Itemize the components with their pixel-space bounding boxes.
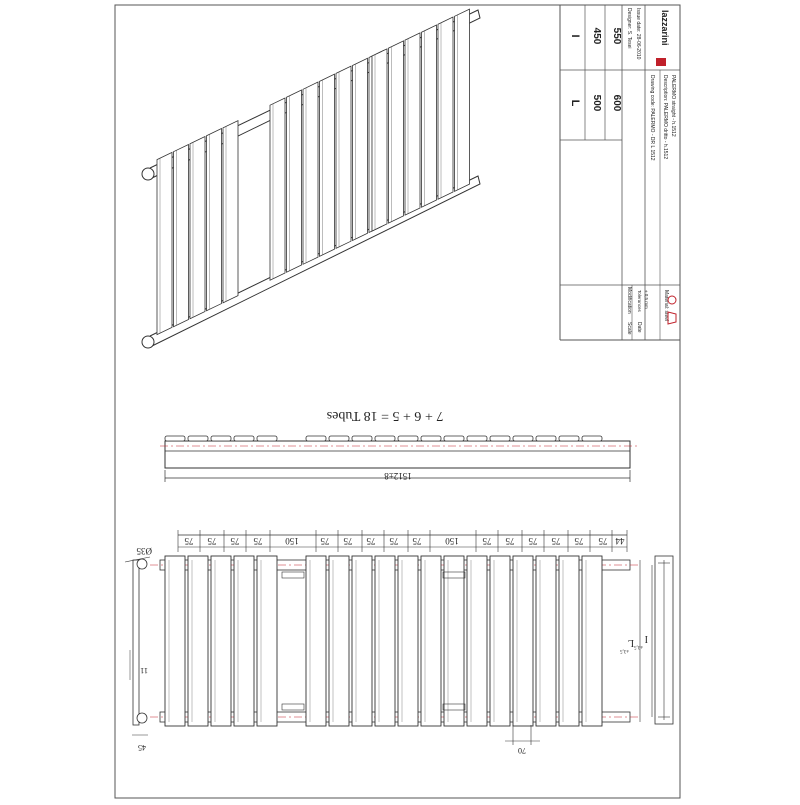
lazzarini-logo bbox=[650, 10, 678, 66]
size-table-cell: 450 bbox=[591, 27, 602, 45]
top-view-cap bbox=[306, 436, 326, 441]
title-block bbox=[560, 5, 680, 340]
top-view-cap bbox=[582, 436, 602, 441]
front-tube bbox=[165, 556, 185, 726]
top-view-cap bbox=[352, 436, 372, 441]
size-table-cell: 500 bbox=[591, 94, 602, 112]
front-tube bbox=[513, 556, 533, 726]
front-tubes bbox=[165, 556, 602, 726]
front-tube bbox=[398, 556, 418, 726]
front-tube bbox=[559, 556, 579, 726]
isometric-tube bbox=[190, 137, 205, 319]
isometric-tube bbox=[270, 98, 285, 280]
pipe-end bbox=[142, 336, 154, 348]
modification-label: Modification bbox=[626, 287, 632, 314]
right-side-view bbox=[655, 556, 673, 724]
size-table-header-I: I bbox=[569, 34, 581, 38]
isometric-tube bbox=[303, 82, 318, 264]
dimension-label: 75 bbox=[366, 536, 376, 546]
dimension-label: 75 bbox=[528, 536, 538, 546]
size-table bbox=[560, 5, 622, 140]
pipe-end bbox=[142, 168, 154, 180]
size-table-cell: 550 bbox=[611, 27, 622, 45]
front-tube bbox=[375, 556, 395, 726]
overall-width-dimension: 1512±8 bbox=[384, 471, 412, 481]
side-depth-dimension: 45 bbox=[138, 743, 146, 752]
dimension-label: 75 bbox=[320, 536, 330, 546]
top-view-cap bbox=[490, 436, 510, 441]
front-tube bbox=[211, 556, 231, 726]
isometric-tube bbox=[438, 17, 453, 199]
height-dimension-I: I bbox=[644, 633, 648, 644]
left-side-view bbox=[125, 546, 152, 752]
isometric-tube bbox=[320, 74, 335, 256]
top-view-cap bbox=[467, 436, 487, 441]
front-tube bbox=[188, 556, 208, 726]
height-tolerance-I: ±3,5 bbox=[634, 644, 643, 649]
isometric-tube bbox=[174, 144, 189, 326]
side-offset-dimension: 11 bbox=[140, 666, 148, 675]
front-tube bbox=[257, 556, 277, 726]
scale-label: Scale bbox=[626, 322, 632, 335]
dimension-label: 150 bbox=[285, 536, 299, 546]
isometric-tube bbox=[223, 121, 238, 303]
dimension-label: 75 bbox=[598, 536, 608, 546]
top-view-cap bbox=[329, 436, 349, 441]
dimension-label: 75 bbox=[482, 536, 492, 546]
pipe-diameter-dimension: Ø35 bbox=[136, 546, 152, 556]
tubes-formula: 7 + 6 + 5 = 18 Tubes bbox=[326, 408, 444, 423]
front-tube bbox=[582, 556, 602, 726]
top-view-cap bbox=[444, 436, 464, 441]
top-view-caps bbox=[165, 436, 602, 441]
front-tube bbox=[352, 556, 372, 726]
top-view-cap bbox=[421, 436, 441, 441]
top-view-cap bbox=[211, 436, 231, 441]
top-view-cap bbox=[398, 436, 418, 441]
front-tube bbox=[467, 556, 487, 726]
top-view-cap bbox=[513, 436, 533, 441]
top-view-cap bbox=[165, 436, 185, 441]
front-tube bbox=[421, 556, 441, 726]
dimension-label: 75 bbox=[343, 536, 353, 546]
size-table-cell: 600 bbox=[611, 94, 622, 112]
front-tube bbox=[490, 556, 510, 726]
dimension-label: 75 bbox=[505, 536, 515, 546]
isometric-tube bbox=[336, 66, 351, 248]
front-view bbox=[150, 530, 652, 755]
isometric-view bbox=[142, 9, 480, 348]
dimension-label: 75 bbox=[574, 536, 584, 546]
dimension-label: 75 bbox=[412, 536, 422, 546]
isometric-tube bbox=[353, 58, 368, 240]
front-tube bbox=[444, 556, 464, 726]
drawing-code-text: Drawing code: PALERMO - DR L 1512 bbox=[649, 75, 655, 161]
dimension-label: 75 bbox=[207, 536, 217, 546]
top-view-cap bbox=[257, 436, 277, 441]
front-tube bbox=[329, 556, 349, 726]
isometric-tube bbox=[287, 90, 302, 272]
isometric-tube bbox=[422, 25, 437, 207]
top-view-cap bbox=[375, 436, 395, 441]
svg-text:lazzarini: lazzarini bbox=[660, 10, 670, 46]
top-view bbox=[160, 436, 640, 482]
designer-text: Designer: S. Tesei bbox=[626, 8, 632, 49]
panel-width-dimension: 70 bbox=[518, 746, 526, 755]
issue-date-text: Issue date: 28-06-2010 bbox=[635, 8, 641, 60]
isometric-tubes bbox=[157, 9, 470, 335]
date-label: Date bbox=[636, 322, 642, 333]
material-text: Material: steel bbox=[663, 290, 669, 322]
height-tolerance-L: ±3,5 bbox=[620, 648, 629, 653]
description-text: PALERMO straight - h.1512 bbox=[670, 75, 676, 137]
isometric-tube bbox=[389, 41, 404, 223]
dimension-label: 75 bbox=[389, 536, 399, 546]
front-dimension-chain bbox=[178, 530, 627, 552]
height-dimension-L: L bbox=[627, 637, 634, 648]
dimension-label: 75 bbox=[184, 536, 194, 546]
dimension-label: 75 bbox=[551, 536, 561, 546]
dimension-label: 150 bbox=[445, 536, 459, 546]
tolerance-value: ± 0,5 mm bbox=[644, 290, 649, 309]
top-view-cap bbox=[188, 436, 208, 441]
description-text: Description: PALERMO dritto - h.1512 bbox=[662, 75, 668, 160]
isometric-tube bbox=[455, 9, 470, 191]
top-view-cap bbox=[559, 436, 579, 441]
top-view-cap bbox=[536, 436, 556, 441]
front-tube bbox=[306, 556, 326, 726]
dimension-label: 75 bbox=[230, 536, 240, 546]
isometric-tube bbox=[405, 33, 420, 215]
top-view-cap bbox=[234, 436, 254, 441]
isometric-tube bbox=[207, 129, 222, 311]
front-tube bbox=[234, 556, 254, 726]
dimension-label: 75 bbox=[253, 536, 263, 546]
dimension-label: 44 bbox=[615, 536, 625, 546]
tolerance-label: Tolerances bbox=[637, 290, 642, 312]
isometric-tube bbox=[157, 152, 172, 334]
isometric-tube bbox=[372, 49, 387, 231]
size-table-header-L: L bbox=[569, 99, 581, 107]
front-tube bbox=[536, 556, 556, 726]
